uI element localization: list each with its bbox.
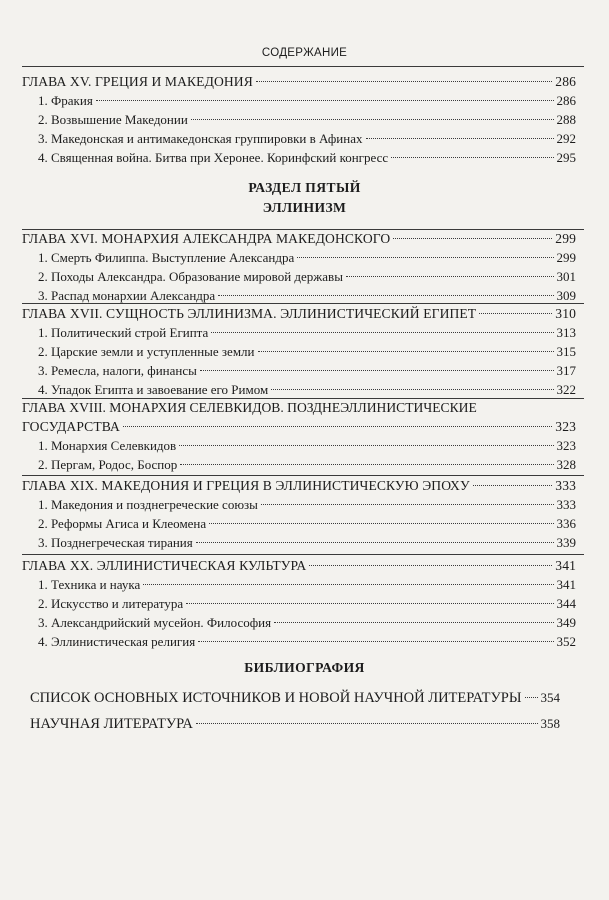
- dot-leader: [479, 313, 552, 314]
- entry-page: 292: [556, 131, 576, 146]
- entry-title: ГЛАВА XIX. МАКЕДОНИЯ И ГРЕЦИЯ В ЭЛЛИНИСТИЧЕСКУЮ ЭПОХУ: [22, 478, 470, 493]
- chapter-xx: [22, 556, 576, 651]
- entry-title: 3. Александрийский мусейон. Философия: [38, 615, 272, 630]
- entry-title: 3. Позднегреческая тирания: [38, 535, 193, 550]
- dot-leader: [209, 523, 553, 524]
- entry-page: 344: [556, 596, 576, 611]
- chapter-xvii: [22, 304, 576, 399]
- dot-leader: [180, 464, 553, 465]
- dot-leader: [143, 584, 553, 585]
- entry-title: 2. Пергам, Родос, Боспор: [38, 457, 178, 472]
- bibliography-heading: БИБЛИОГРАФИЯ: [244, 660, 365, 675]
- entry-page: 323: [555, 419, 576, 434]
- entry-page: 309: [556, 288, 576, 303]
- entry-title: 2. Искусство и литература: [38, 596, 184, 611]
- entry-title: 2. Походы Александра. Образование мировой державы: [38, 269, 343, 284]
- entry-page: 310: [555, 306, 576, 321]
- entry-page: 339: [556, 535, 576, 550]
- entry-page: 336: [556, 516, 576, 531]
- dot-leader: [191, 119, 554, 120]
- dot-leader: [211, 332, 553, 333]
- toc-entry[interactable]: [22, 594, 576, 613]
- toc-entry[interactable]: [22, 91, 576, 110]
- dot-leader: [196, 723, 538, 724]
- entry-page: 295: [556, 150, 576, 165]
- chapter-rule: [22, 554, 584, 555]
- dot-leader: [346, 276, 554, 277]
- toc-bibliography-entry[interactable]: [30, 714, 560, 734]
- entry-page: 333: [556, 497, 576, 512]
- entry-page: 354: [540, 690, 560, 705]
- entry-page: 299: [556, 250, 576, 265]
- entry-page: 323: [556, 438, 576, 453]
- dot-leader: [198, 641, 553, 642]
- toc-entry[interactable]: [22, 110, 576, 129]
- entry-page: 333: [555, 478, 576, 493]
- entry-title: 3. Ремесла, налоги, финансы: [38, 363, 197, 378]
- entry-title: 3. Македонская и антимакедонская группировки в Афинах: [38, 131, 363, 146]
- entry-page: 352: [556, 634, 576, 649]
- toc-entry[interactable]: [22, 129, 576, 148]
- entry-title: 4. Священная война. Битва при Херонее. Коринфский конгресс: [38, 150, 389, 165]
- toc-entry[interactable]: [22, 495, 576, 514]
- entry-title: 2. Возвышение Македонии: [38, 112, 188, 127]
- dot-leader: [391, 157, 553, 158]
- toc-chapter-entry[interactable]: [22, 304, 576, 323]
- entry-title: 4. Упадок Египта и завоевание его Римом: [38, 382, 269, 397]
- toc-entry[interactable]: [22, 342, 576, 361]
- dot-leader: [274, 622, 553, 623]
- entry-page: 322: [556, 382, 576, 397]
- section-subheading: ЭЛЛИНИЗМ: [262, 200, 347, 215]
- toc-entry[interactable]: [22, 455, 576, 474]
- toc-chapter-entry[interactable]: [22, 476, 576, 495]
- dot-leader: [271, 389, 553, 390]
- entry-page: 288: [556, 112, 576, 127]
- entry-page: 301: [556, 269, 576, 284]
- dot-leader: [261, 504, 554, 505]
- entry-title: 2. Реформы Агиса и Клеомена: [38, 516, 207, 531]
- entry-page: 317: [556, 363, 576, 378]
- toc-chapter-entry[interactable]: [22, 229, 576, 248]
- toc-chapter-entry[interactable]: [22, 72, 576, 91]
- entry-title: НАУЧНАЯ ЛИТЕРАТУРА: [30, 716, 193, 732]
- entry-page: 313: [556, 325, 576, 340]
- entry-title: 1. Политический строй Египта: [38, 325, 209, 340]
- dot-leader: [200, 370, 554, 371]
- entry-page: 286: [556, 93, 576, 108]
- entry-page: 299: [555, 231, 576, 246]
- running-head: СОДЕРЖАНИЕ: [261, 47, 348, 59]
- entry-page: 341: [556, 577, 576, 592]
- dot-leader: [297, 257, 553, 258]
- toc-bibliography-entry[interactable]: [30, 688, 560, 708]
- dot-leader: [196, 542, 554, 543]
- dot-leader: [123, 426, 552, 427]
- entry-title: ГОСУДАРСТВА: [22, 419, 120, 434]
- toc-entry[interactable]: [22, 613, 576, 632]
- chapter-xv: [22, 72, 576, 167]
- dot-leader: [309, 565, 552, 566]
- toc-entry[interactable]: [22, 514, 576, 533]
- dot-leader: [179, 445, 553, 446]
- toc-entry[interactable]: [22, 533, 576, 552]
- entry-title: 1. Македония и позднегреческие союзы: [38, 497, 258, 512]
- toc-entry[interactable]: [22, 361, 576, 380]
- entry-title: ГЛАВА XX. ЭЛЛИНИСТИЧЕСКАЯ КУЛЬТУРА: [22, 558, 307, 573]
- entry-title: 1. Фракия: [38, 93, 93, 108]
- chapter-xviii: [22, 399, 576, 474]
- entry-title: СПИСОК ОСНОВНЫХ ИСТОЧНИКОВ И НОВОЙ НАУЧНОЙ ЛИТЕРАТУРЫ: [30, 690, 522, 706]
- entry-title: 4. Эллинистическая религия: [38, 634, 196, 649]
- toc-entry[interactable]: [22, 323, 576, 342]
- entry-title: ГЛАВА XV. ГРЕЦИЯ И МАКЕДОНИЯ: [22, 74, 253, 89]
- dot-leader: [218, 295, 553, 296]
- dot-leader: [256, 81, 552, 82]
- toc-entry[interactable]: [22, 380, 576, 399]
- toc-entry[interactable]: [22, 632, 576, 651]
- entry-title-line: ГЛАВА XVIII. МОНАРХИЯ СЕЛЕВКИДОВ. ПОЗДНЕЭЛЛИНИСТИЧЕСКИЕ: [22, 400, 477, 415]
- entry-title: 1. Смерть Филиппа. Выступление Александра: [38, 250, 295, 265]
- toc-entry[interactable]: [22, 248, 576, 267]
- entry-page: 358: [540, 716, 560, 731]
- section-heading: РАЗДЕЛ ПЯТЫЙ: [248, 180, 361, 195]
- entry-title: 2. Царские земли и уступленные земли: [38, 344, 255, 359]
- toc-entry[interactable]: [22, 148, 576, 167]
- entry-title: ГЛАВА XVI. МОНАРХИЯ АЛЕКСАНДРА МАКЕДОНСКОГО: [22, 231, 391, 246]
- entry-title: 1. Монархия Селевкидов: [38, 438, 177, 453]
- dot-leader: [393, 238, 552, 239]
- toc-entry[interactable]: [22, 575, 576, 594]
- entry-title: ГЛАВА XVII. СУЩНОСТЬ ЭЛЛИНИЗМА. ЭЛЛИНИСТИЧЕСКИЙ ЕГИПЕТ: [22, 306, 477, 321]
- chapter-xvi: [22, 229, 576, 305]
- entry-title: 1. Техника и наука: [38, 577, 141, 592]
- dot-leader: [96, 100, 554, 101]
- entry-title: 3. Распад монархии Александра: [38, 288, 216, 303]
- dot-leader: [525, 697, 538, 698]
- chapter-xix: [22, 476, 576, 552]
- entry-page: 341: [555, 558, 576, 573]
- entry-page: 286: [555, 74, 576, 89]
- toc-entry[interactable]: [22, 267, 576, 286]
- toc-chapter-entry[interactable]: [22, 417, 576, 436]
- entry-page: 328: [556, 457, 576, 472]
- header-rule: [22, 66, 584, 67]
- toc-chapter-entry[interactable]: [22, 556, 576, 575]
- dot-leader: [473, 485, 553, 486]
- entry-page: 315: [556, 344, 576, 359]
- dot-leader: [186, 603, 553, 604]
- entry-page: 349: [556, 615, 576, 630]
- dot-leader: [258, 351, 554, 352]
- dot-leader: [366, 138, 554, 139]
- toc-entry[interactable]: [22, 436, 576, 455]
